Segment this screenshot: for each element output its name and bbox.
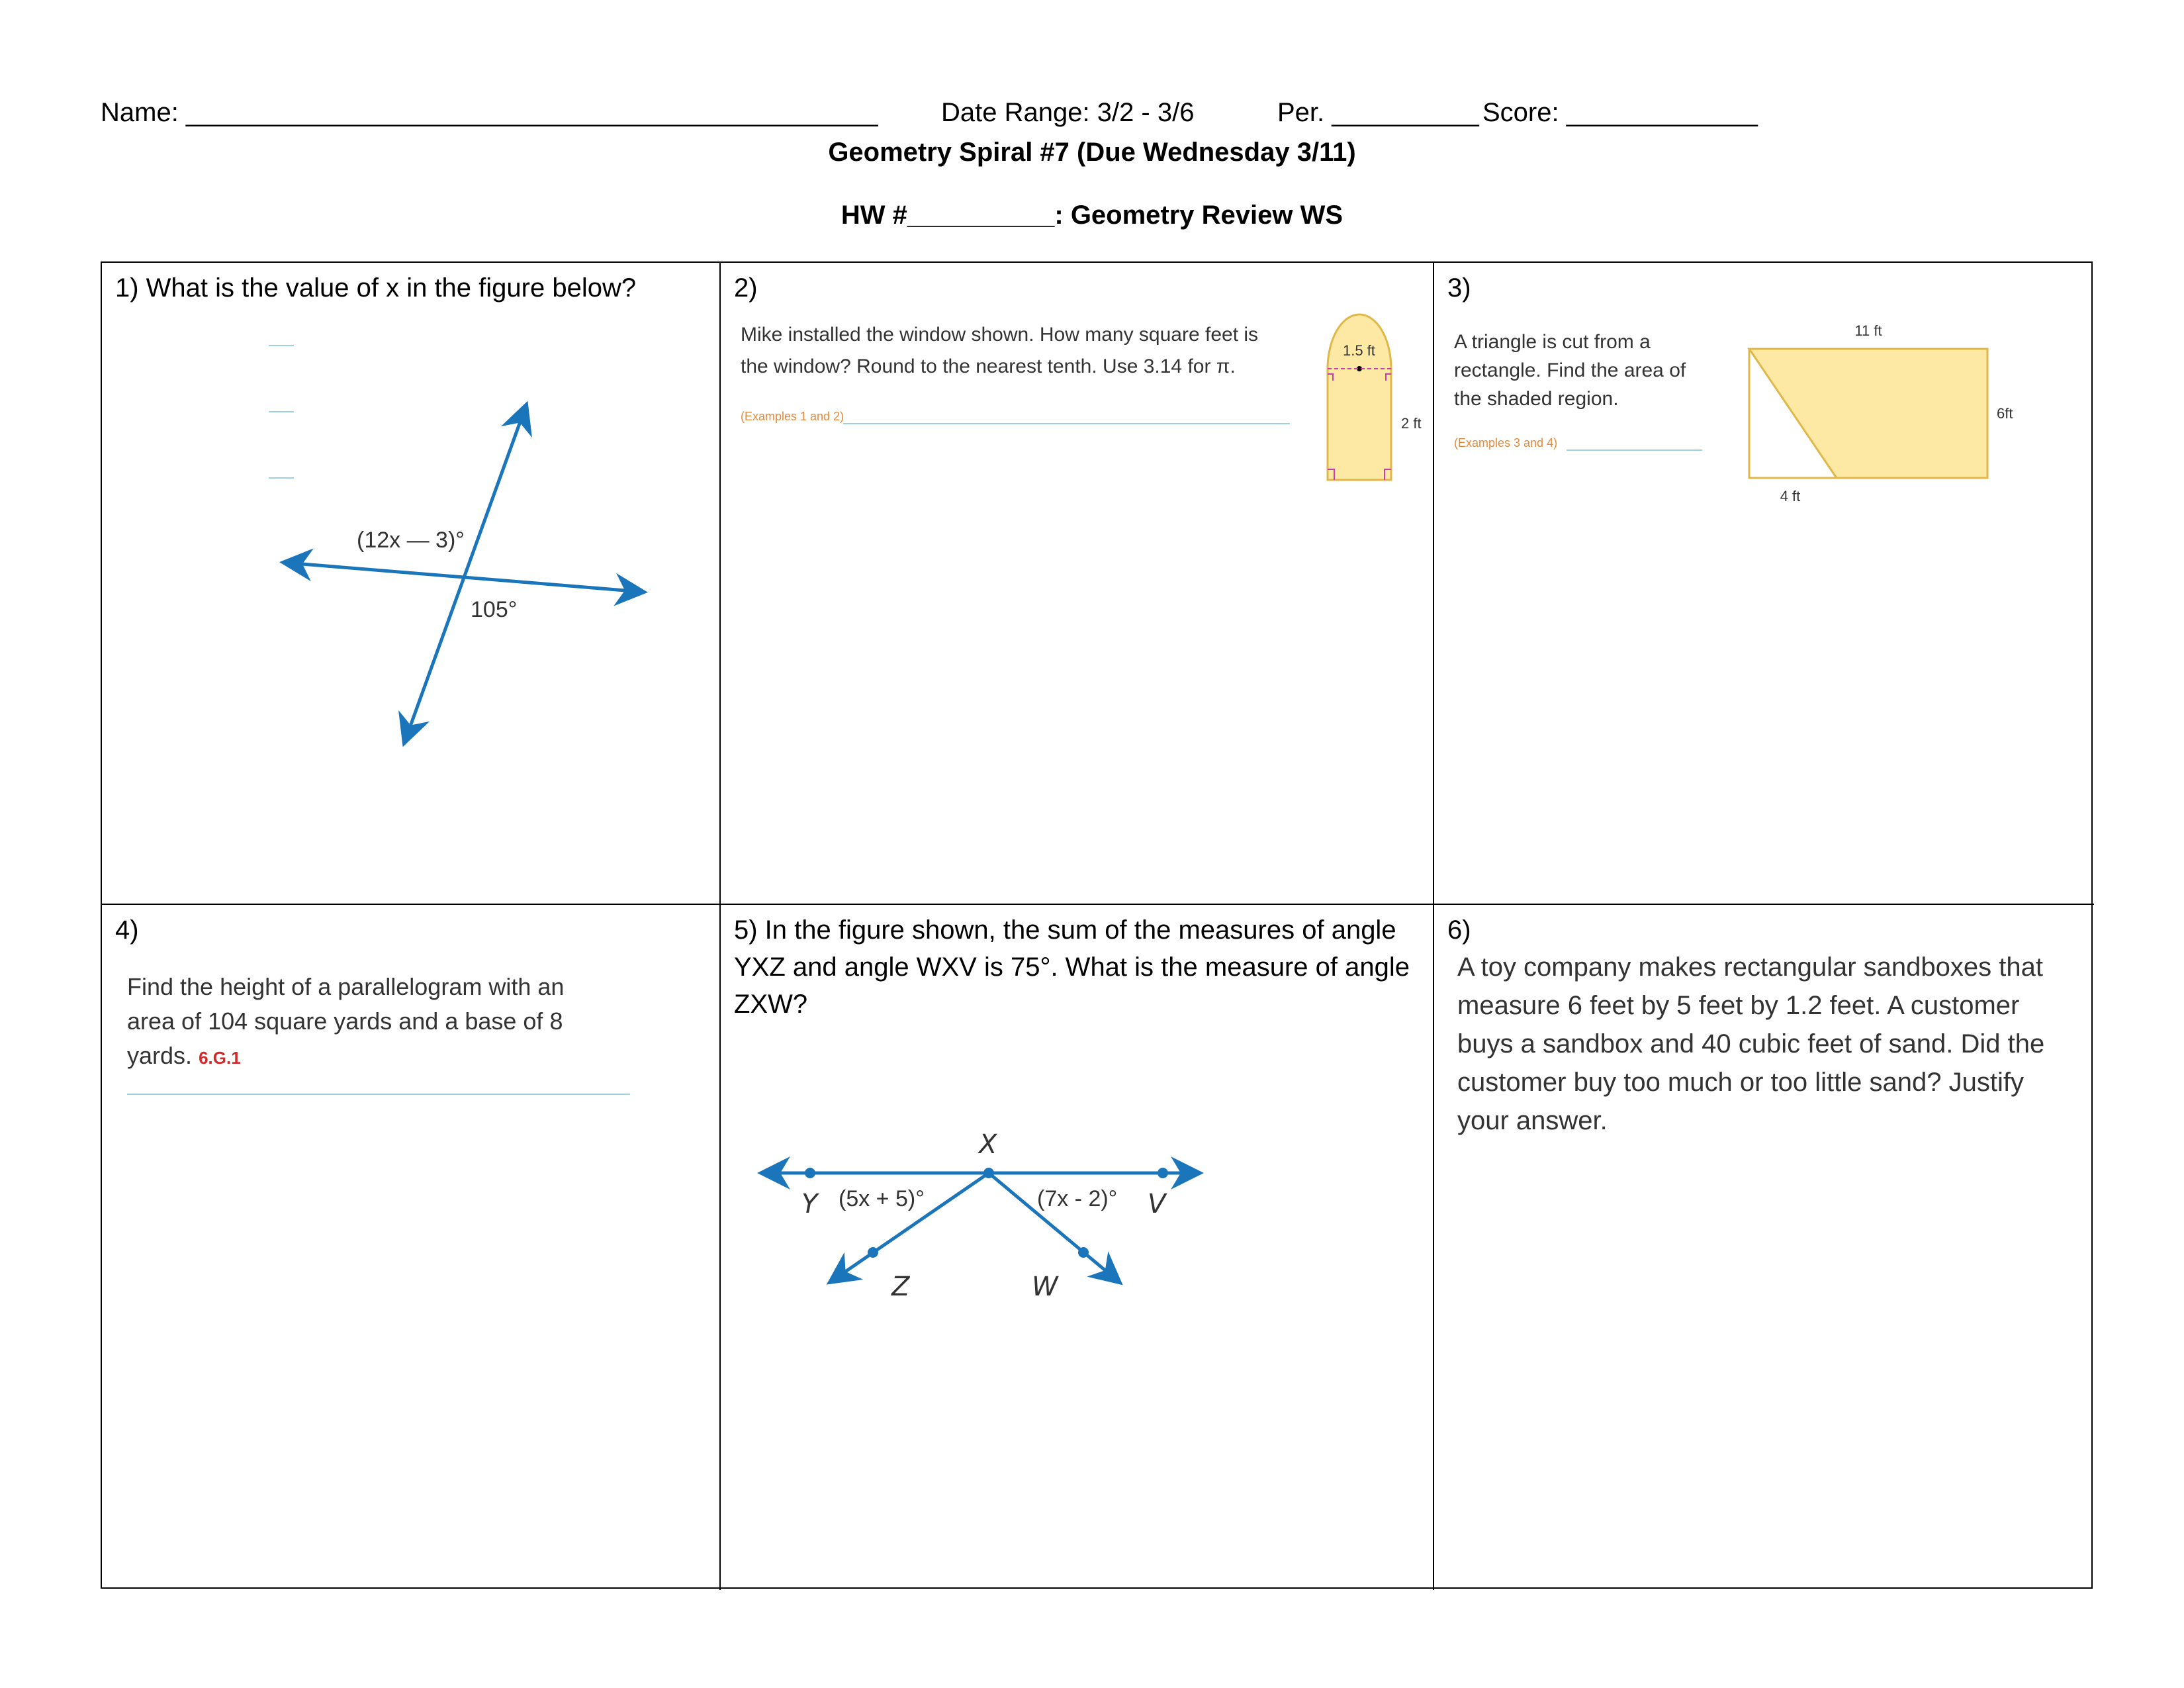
problem-3-text: A triangle is cut from a rectangle. Find the area of the shaded region. <box>1454 331 1686 410</box>
rectangle-top-label: 11 ft <box>1854 322 1882 339</box>
problem-6-cell <box>1434 905 2094 1590</box>
angle-label-105: 105° <box>471 597 518 622</box>
problem-6-text: A toy company makes rectangular sandboxes that measure 6 feet by 5 feet by 1.2 feet. A customer buys a sandbox and 40 cubic feet of sand. Did the customer buy too much or too little sand? Justify your answer. <box>1457 953 2045 1135</box>
header <box>101 98 2086 138</box>
problem-3-number: 3) <box>1447 273 1471 303</box>
problem-4-text <box>127 970 604 1075</box>
problem-2-text: Mike installed the window shown. How many square feet is the window? Round to the nearest tenth. Use 3.14 for π. <box>741 324 1259 377</box>
date-range: Date Range: 3/2 - 3/6 <box>941 98 1195 127</box>
angle-label-5x-plus-5: (5x + 5)° <box>839 1186 925 1211</box>
problem-2-examples: (Examples 1 and 2) <box>741 410 844 423</box>
name-field-label: Name: _______________________________________________ <box>101 98 878 127</box>
point-w <box>1078 1247 1089 1258</box>
point-x <box>983 1168 994 1178</box>
problem-4-standard: 6.G.1 <box>199 1048 241 1068</box>
shaded-rectangle-figure <box>1434 263 2094 905</box>
label-x: X <box>979 1129 997 1160</box>
window-figure <box>721 263 1434 905</box>
homework-title: HW #__________: Geometry Review WS <box>841 201 1343 230</box>
rectangle-bottom-label: 4 ft <box>1780 488 1801 504</box>
label-w: W <box>1032 1272 1058 1302</box>
label-v: V <box>1148 1189 1166 1219</box>
problem-3-cell <box>1434 263 2094 905</box>
problem-2-number: 2) <box>734 273 758 303</box>
label-y: Y <box>801 1189 818 1219</box>
angle-label-12x-minus-3: (12x — 3)° <box>357 528 465 553</box>
problem-5-text: 5) In the figure shown, the sum of the measures of angle YXZ and angle WXV is 75°. What is the measure of angle ZXW? <box>734 915 1410 1019</box>
point-z <box>868 1247 878 1258</box>
point-v <box>1158 1168 1168 1178</box>
problem-5-cell <box>721 905 1434 1590</box>
window-height-label: 2 ft <box>1401 415 1422 432</box>
window-shape <box>1328 314 1391 480</box>
problem-grid <box>101 261 2093 1589</box>
intersecting-lines-figure <box>102 263 721 905</box>
problem-4-number: 4) <box>115 915 139 945</box>
page-title: Geometry Spiral #7 (Due Wednesday 3/11) <box>828 138 1356 167</box>
problem-3-examples: (Examples 3 and 4) <box>1454 436 1558 449</box>
window-radius-label: 1.5 ft <box>1343 342 1375 359</box>
angles-figure <box>721 905 1434 1590</box>
period-field-label: Per. __________ <box>1277 98 1479 127</box>
problem-4-answer-line <box>127 1094 630 1095</box>
rectangle-side-label: 6ft <box>1997 405 2013 422</box>
angle-label-7x-minus-2: (7x - 2)° <box>1037 1186 1118 1211</box>
point-y <box>805 1168 815 1178</box>
problem-6-number: 6) <box>1447 915 1471 945</box>
problem-2-cell <box>721 263 1434 905</box>
label-z: Z <box>891 1272 910 1302</box>
score-field-label: Score: _____________ <box>1482 98 1758 127</box>
problem-4-question: Find the height of a parallelogram with an area of 104 square yards and a base of 8 yards. <box>127 973 565 1069</box>
problem-1-prompt: 1) What is the value of x in the figure below? <box>115 273 637 303</box>
problem-1-cell <box>102 263 721 905</box>
problem-4-cell <box>102 905 721 1590</box>
